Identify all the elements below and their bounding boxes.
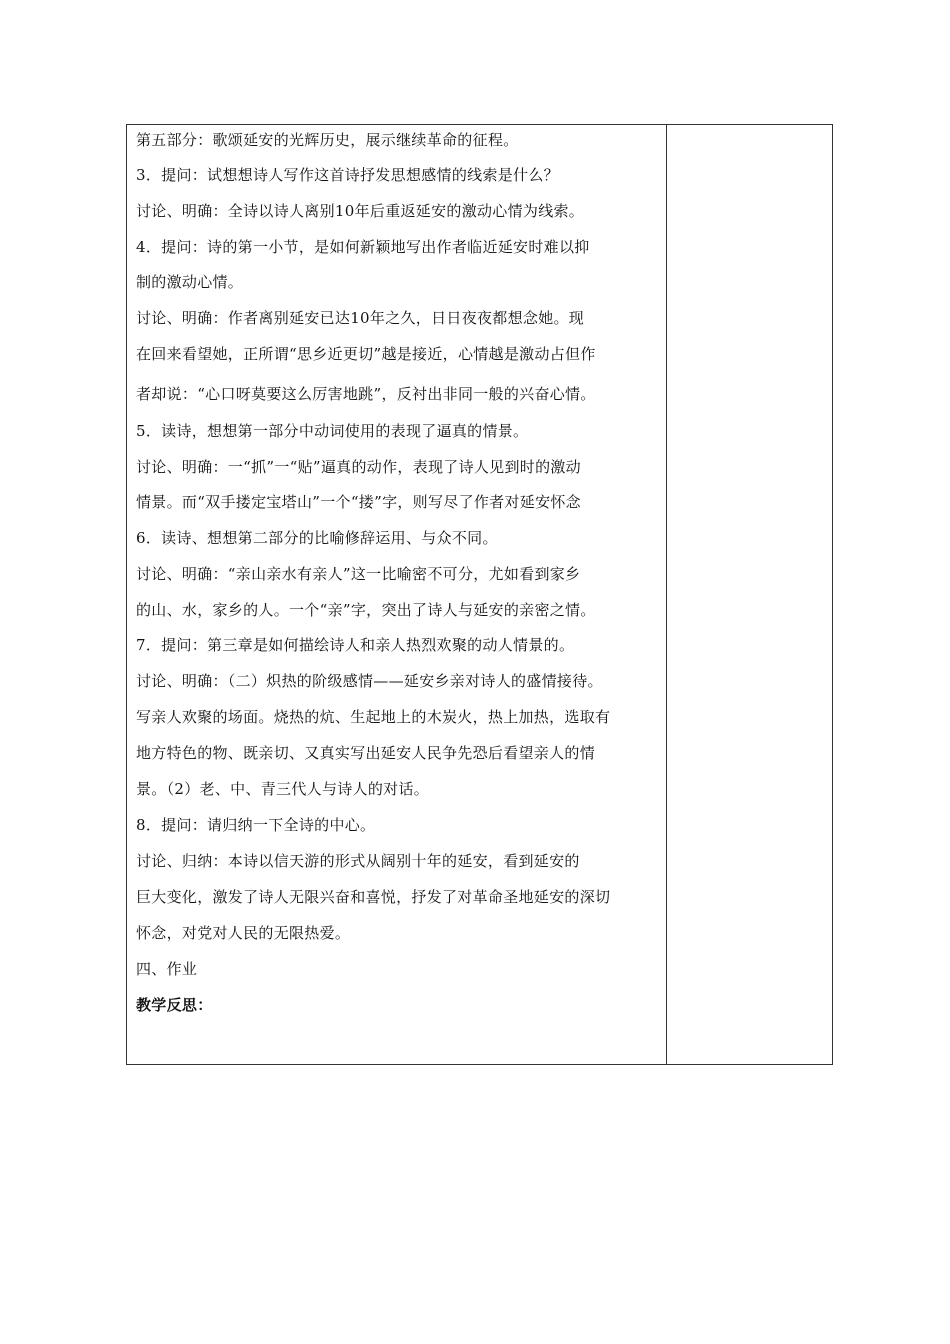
text-line: 地方特色的物、既亲切、又真实写出延安人民争先恐后看望亲人的情 [136,744,596,762]
reflection-label: 教学反思： [136,996,213,1014]
text-line: 讨论、明确：“亲山亲水有亲人”这一比喻密不可分，尤如看到家乡 [136,565,581,583]
text-line: 写亲人欢聚的场面。烧热的炕、生起地上的木炭火，热上加热，选取有 [136,708,611,726]
text-line: 情景。而“双手搂定宝塔山”一个“搂”字，则写尽了作者对延安怀念 [136,493,581,511]
text-line: 怀念，对党对人民的无限热爱。 [136,924,351,942]
text-line: 巨大变化，激发了诗人无限兴奋和喜悦，抒发了对革命圣地延安的深切 [136,888,611,906]
text-line: 者却说：“心口呀莫要这么厉害地跳”，反衬出非同一般的兴奋心情。 [136,385,596,403]
text-line: 3．提问：试想想诗人写作这首诗抒发思想感情的线索是什么？ [136,166,559,184]
text-line: 4．提问：诗的第一小节，是如何新颖地写出作者临近延安时难以抑 [136,238,590,256]
text-line: 在回来看望她，正所谓“思乡近更切”越是接近，心情越是激动占但作 [136,345,596,363]
text-line: 讨论、归纳：本诗以信天游的形式从阔别十年的延安，看到延安的 [136,852,580,870]
text-line: 第五部分：歌颂延安的光辉历史，展示继续革命的征程。 [136,131,519,149]
text-line: 讨论、明确：（二）炽热的阶级感情——延安乡亲对诗人的盛情接待。 [136,672,603,690]
text-line: 的山、水，家乡的人。一个“亲”字，突出了诗人与延安的亲密之情。 [136,601,596,619]
text-line: 7．提问：第三章是如何描绘诗人和亲人热烈欢聚的动人情景的。 [136,636,575,654]
lesson-table [126,124,833,1065]
text-line: 制的激动心情。 [136,273,244,291]
text-line: 四、作业 [136,960,198,978]
text-line: 讨论、明确：一“抓”一“贴”逼真的动作，表现了诗人见到时的激动 [136,458,581,476]
text-line: 6．读诗、想想第二部分的比喻修辞运用、与众不同。 [136,529,498,547]
text-line: 讨论、明确：全诗以诗人离别10年后重返延安的激动心情为线索。 [136,202,585,220]
notes-cell [667,125,832,1064]
text-line: 8．提问：请归纳一下全诗的中心。 [136,816,376,834]
text-line: 讨论、明确：作者离别延安已达10年之久，日日夜夜都想念她。现 [136,309,585,327]
text-line: 景。（2）老、中、青三代人与诗人的对话。 [136,780,430,798]
text-line: 5．读诗，想想第一部分中动词使用的表现了逼真的情景。 [136,422,529,440]
